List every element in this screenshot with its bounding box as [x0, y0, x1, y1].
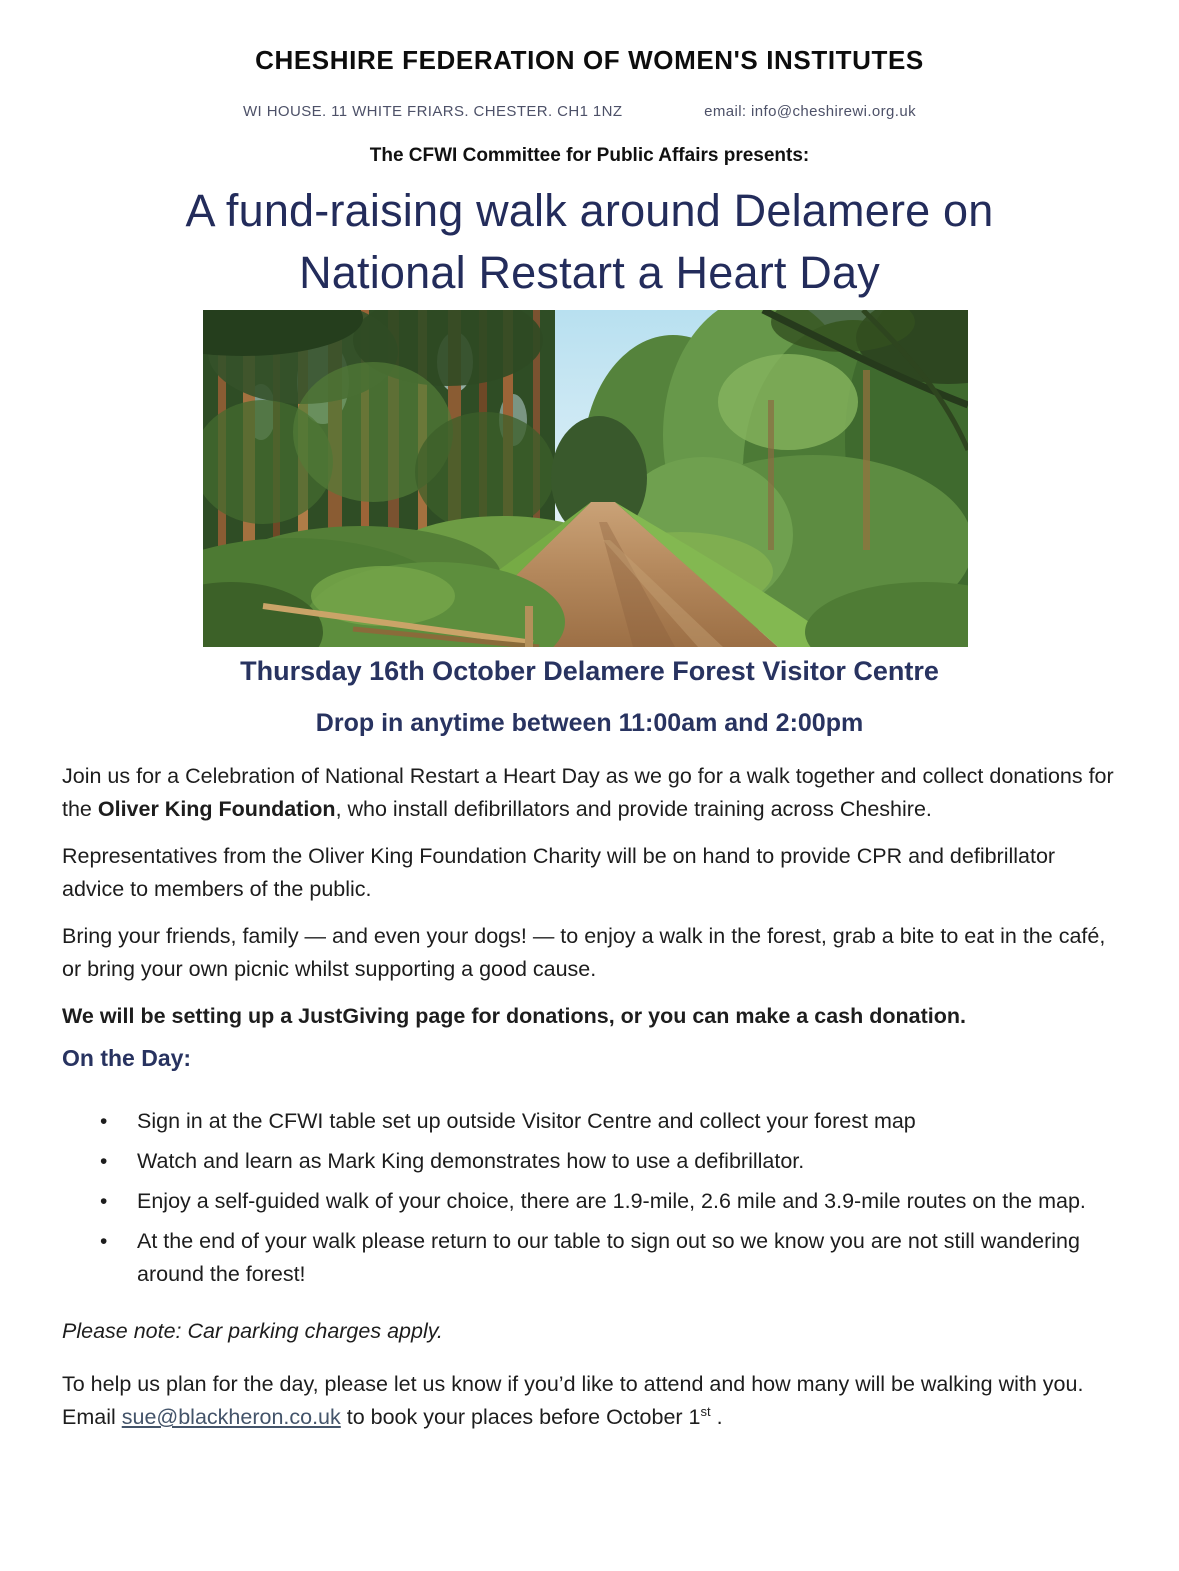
closing-text-pre: To help us plan for the day, please let us know if you’d like to attend and how many will be walking with you. Email — [62, 1372, 1090, 1429]
closing-text-mid: to book your places before October 1 — [340, 1405, 701, 1429]
list-item — [100, 1185, 1121, 1218]
closing-text-end: . — [710, 1405, 723, 1429]
booking-email-link[interactable]: sue@blackheron.co.uk — [121, 1405, 341, 1429]
list-item — [100, 1225, 1121, 1291]
bullet-text-sign-out: At the end of your walk please return to our table to sign out so we know you are not still wandering around the forest! — [137, 1229, 1080, 1286]
org-address: WI HOUSE. 11 WHITE FRIARS. CHESTER. CH1 1NZ — [243, 103, 623, 120]
org-contact-row — [0, 102, 1179, 122]
intro-text-pre: Join us for a Celebration of National Restart a Heart Day as we go for a walk together and collect donations for the — [62, 764, 1114, 821]
event-title-line-2: National Restart a Heart Day — [299, 247, 880, 298]
oliver-king-foundation-bold: Oliver King Foundation — [97, 797, 336, 821]
forest-photo — [203, 310, 968, 647]
bullet-text-self-guided-walk: Enjoy a self-guided walk of your choice, there are 1.9-mile, 2.6 mile and 3.9-mile routes on the map. — [137, 1189, 1086, 1213]
representatives-paragraph: Representatives from the Oliver King Foundation Charity will be on hand to provide CPR and defibrillator advice to members of the public. — [62, 844, 1056, 901]
org-email: email: info@cheshirewi.org.uk — [704, 103, 916, 120]
bullet-icon: • — [100, 1190, 108, 1213]
list-item — [100, 1145, 1121, 1178]
forest-photo-illustration — [203, 310, 968, 647]
on-the-day-heading: On the Day: — [62, 1045, 192, 1071]
bring-friends-paragraph: Bring your friends, family — and even your dogs! — to enjoy a walk in the forest, grab a bite to eat in the café, or bring your own picnic whilst supporting a good cause. — [62, 924, 1106, 981]
on-the-day-list — [62, 1105, 1121, 1291]
bullet-icon: • — [100, 1230, 108, 1253]
event-title — [0, 180, 1179, 304]
parking-note: Please note: Car parking charges apply. — [62, 1319, 443, 1343]
event-when-line: Thursday 16th October Delamere Forest Visitor Centre — [240, 656, 939, 686]
intro-paragraph — [62, 760, 1121, 826]
org-name: CHESHIRE FEDERATION OF WOMEN'S INSTITUTES — [255, 45, 924, 75]
bullet-text-sign-in: Sign in at the CFWI table set up outside Visitor Centre and collect your forest map — [137, 1109, 916, 1133]
list-item — [100, 1105, 1121, 1138]
presents-line: The CFWI Committee for Public Affairs presents: — [369, 145, 810, 166]
event-title-line-1: A fund-raising walk around Delamere on — [185, 185, 994, 236]
bullet-text-watch-learn: Watch and learn as Mark King demonstrates how to use a defibrillator. — [137, 1149, 805, 1173]
event-dropin-line: Drop in anytime between 11:00am and 2:00pm — [315, 709, 864, 737]
closing-paragraph — [62, 1368, 1121, 1434]
bullet-icon: • — [100, 1150, 108, 1173]
bullet-icon: • — [100, 1110, 108, 1133]
flyer-body — [62, 760, 1121, 1434]
justgiving-line: We will be setting up a JustGiving page for donations, or you can make a cash donation. — [62, 1004, 966, 1028]
ordinal-suffix: st — [700, 1403, 711, 1419]
intro-text-post: , who install defibrillators and provide training across Cheshire. — [335, 797, 932, 821]
